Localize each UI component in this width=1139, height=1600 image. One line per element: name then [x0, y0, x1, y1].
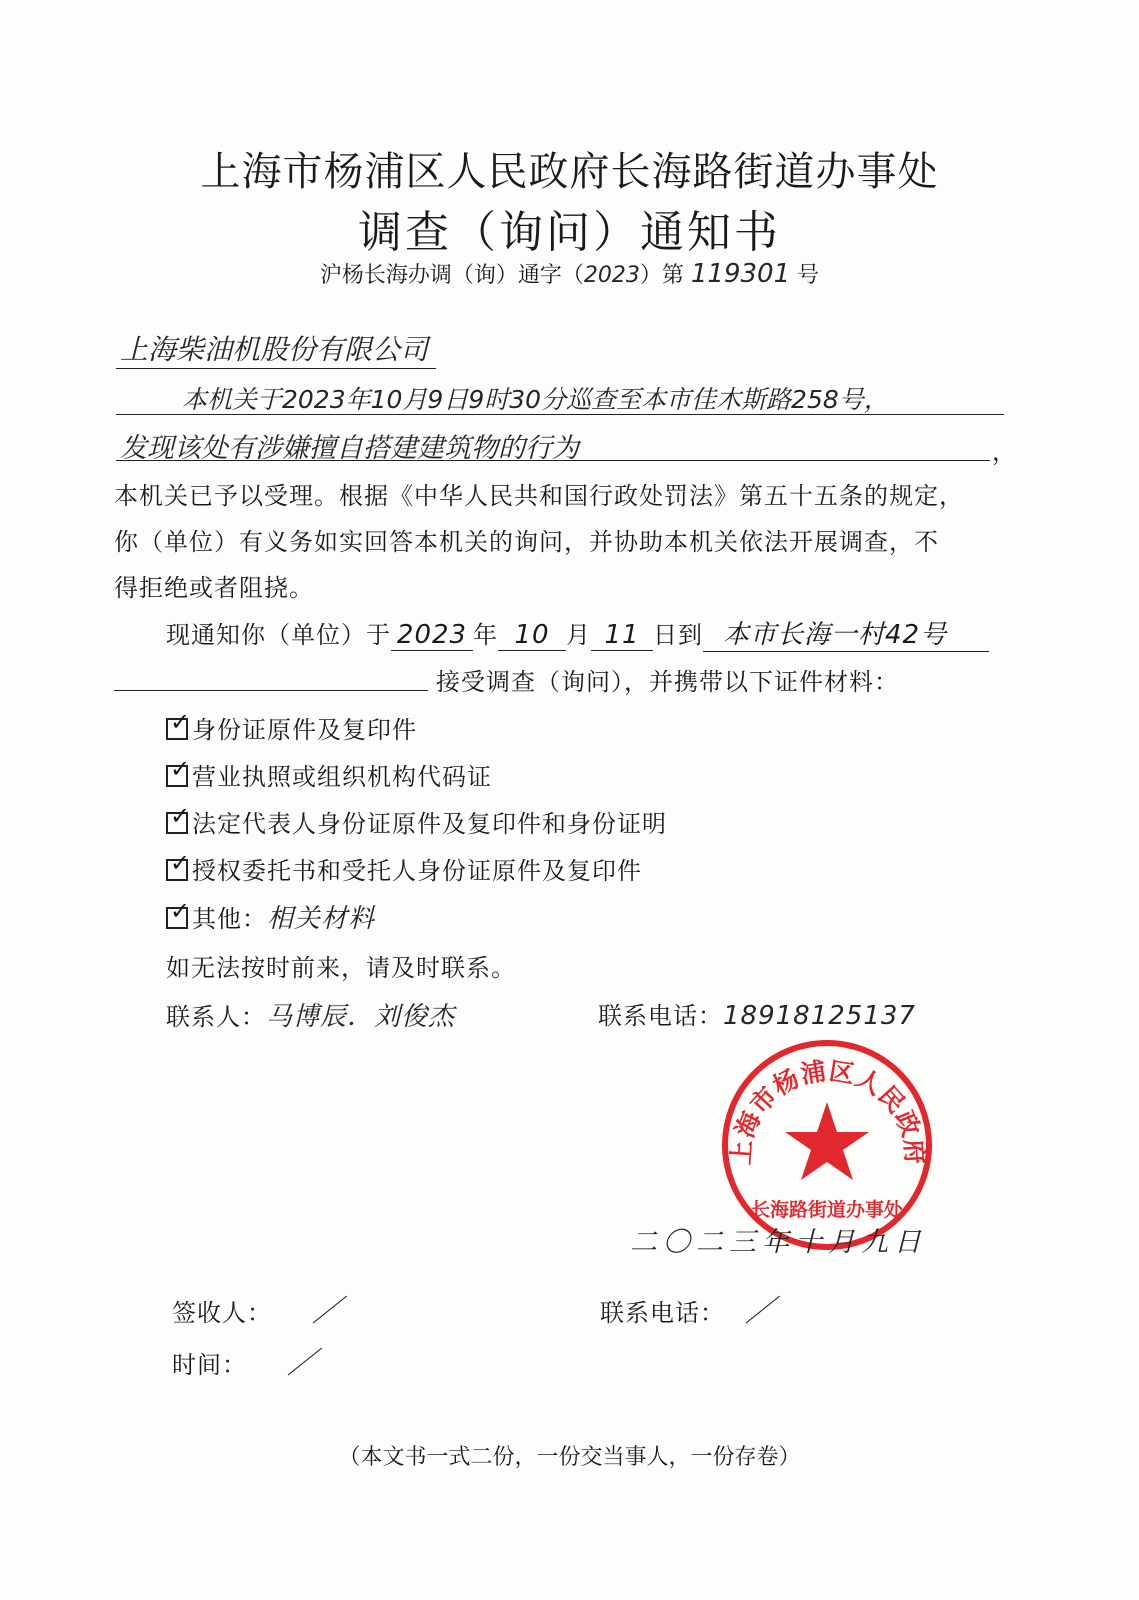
material-item: ✓授权委托书和受托人身份证原件及复印件 [166, 851, 642, 886]
contact-note: 如无法按时前来，请及时联系。 [166, 954, 516, 982]
time-value: ／ [287, 1346, 318, 1381]
checkbox-checked-icon [166, 718, 188, 740]
seal-top-text: 上海市杨浦区人民政府 [726, 1056, 930, 1167]
recipient-underline [116, 368, 436, 369]
time-row: 时间： ／ [172, 1346, 318, 1381]
case-line-2: 发现该处有涉嫌擅自搭建建筑物的行为 [120, 433, 579, 464]
notice-day: 11 [591, 620, 653, 651]
contact-person: 联系人：马博辰．刘俊杰 [166, 1002, 456, 1032]
paragraph-line-1: 本机关已予以受理。根据《中华人民共和国行政处罚法》第五十五条的规定， [114, 482, 964, 510]
accept-text: 接受调查（询问），并携带以下证件材料： [436, 668, 899, 696]
case-underline-1 [116, 414, 1004, 415]
case-comma: ， [992, 438, 1017, 466]
material-item: ✓法定代表人身份证原件及复印件和身份证明 [166, 804, 667, 839]
document-serial: 119301 [690, 259, 791, 289]
signer-row: 签收人： ／ [172, 1294, 343, 1329]
paragraph-line-2: 你（单位）有义务如实回答本机关的询问，并协助本机关依法开展调查，不 [114, 528, 939, 556]
contact-phone-number: 18918125137 [723, 1001, 916, 1031]
other-material-value: 相关材料 [267, 904, 376, 934]
checkbox-checked-icon [166, 812, 188, 834]
receipt-phone-row: 联系电话： ／ [600, 1294, 776, 1329]
contact-phone: 联系电话：18918125137 [598, 1001, 916, 1031]
document-number: 沪杨长海办调（询）通字（2023）第 119301 号 [319, 259, 820, 289]
footer-note: （本文书一式二份，一份交当事人，一份存卷） [338, 1445, 801, 1470]
seal-bottom-text: 长海路街道办事处 [750, 1199, 904, 1221]
material-item: ✓营业执照或组织机构代码证 [166, 757, 492, 792]
checkbox-checked-icon [166, 907, 188, 929]
notice-month: 10 [498, 620, 566, 651]
document-title: 调查（询问）通知书 [358, 207, 781, 258]
issuing-authority: 上海市杨浦区人民政府长海路街道办事处 [200, 149, 939, 195]
seal-star-icon [785, 1102, 869, 1180]
case-underline-2 [116, 460, 990, 461]
place-underline-2 [114, 690, 428, 691]
receipt-phone-value: ／ [745, 1294, 776, 1329]
case-line-1: 本机关于2023年10月9日9时30分巡查至本市佳木斯路258号， [182, 385, 889, 414]
notice-place: 本市长海一村42号 [703, 614, 989, 652]
issue-date: 二〇二三年十月九日 [630, 1227, 927, 1258]
document-year: 2023 [583, 263, 640, 288]
checkbox-checked-icon [166, 765, 188, 787]
signer-value: ／ [312, 1294, 343, 1329]
notice-year: 2023 [391, 620, 473, 651]
notice-line: 现通知你（单位）于 2023 年 10 月 11 日到 本市长海一村42号 [166, 614, 989, 652]
material-item: ✓身份证原件及复印件 [166, 710, 417, 745]
recipient-name: 上海柴油机股份有限公司 [120, 333, 429, 366]
material-item-other: ✓其他：相关材料 [166, 898, 375, 935]
paragraph-line-3: 得拒绝或者阻挠。 [114, 574, 314, 602]
contact-person-name: 马博辰．刘俊杰 [266, 1002, 456, 1032]
checkbox-checked-icon [166, 859, 188, 881]
